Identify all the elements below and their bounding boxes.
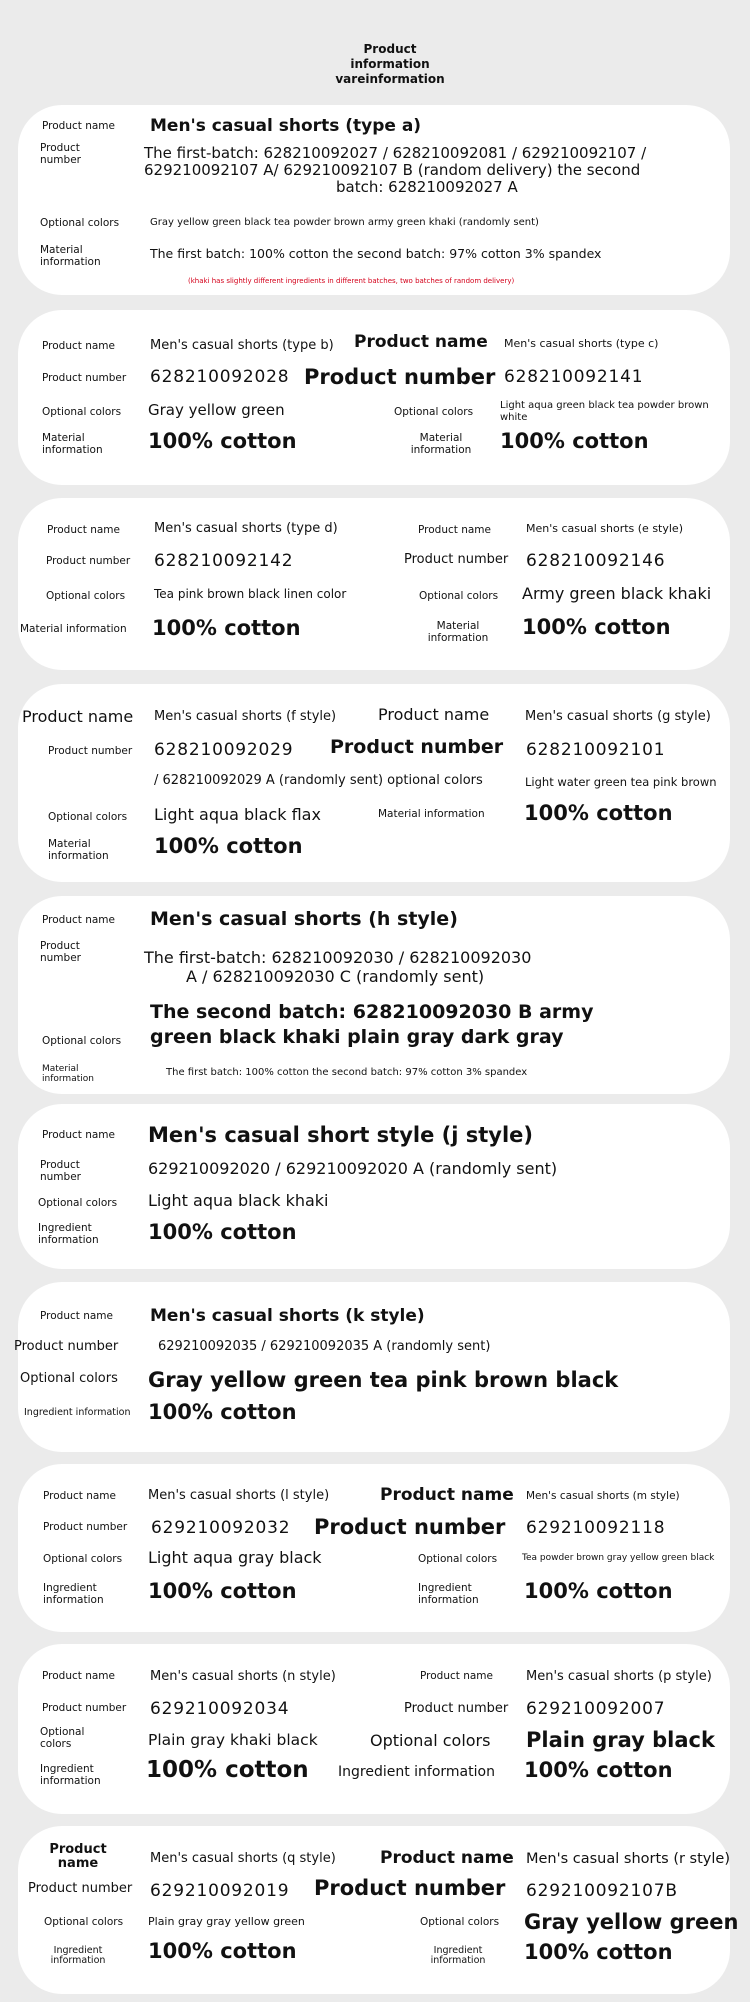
- product-card-a: [18, 105, 730, 295]
- b-number-value: 628210092028: [150, 367, 290, 387]
- k-number-value: 629210092035 / 629210092035 A (randomly sent): [158, 1339, 491, 1354]
- header-line-1: Product: [363, 42, 417, 56]
- j-colors-value: Light aqua black khaki: [148, 1191, 329, 1210]
- g-colors-value: Light water green tea pink brown: [525, 775, 717, 789]
- d-material-value: 100% cotton: [152, 616, 301, 640]
- c-number-label: Product number: [304, 365, 496, 389]
- f-colors-label: Optional colors: [48, 811, 128, 823]
- product-card-k: [14, 1282, 730, 1452]
- m-number-label: Product number: [314, 1515, 506, 1539]
- product-number-line-1: The first-batch: 628210092027 / 628210092081 / 629210092107 /: [144, 144, 647, 162]
- m-ingredient-value: 100% cotton: [524, 1579, 673, 1603]
- h-material-label: Material information: [42, 1064, 94, 1084]
- k-colors-label: Optional colors: [20, 1371, 118, 1386]
- d-name-value: Men's casual shorts (type d): [154, 521, 338, 536]
- m-colors-value: Tea powder brown gray yellow green black: [522, 1553, 715, 1563]
- h-name-label: Product name: [42, 914, 115, 926]
- b-number-label: Product number: [42, 372, 127, 384]
- c-colors-value: Light aqua green black tea powder brown white: [500, 400, 709, 423]
- e-number-value: 628210092146: [526, 551, 666, 571]
- p-colors-value: Plain gray black: [526, 1728, 715, 1752]
- m-number-value: 629210092118: [526, 1518, 666, 1538]
- product-card-d-e: [18, 498, 730, 670]
- p-number-label: Product number: [404, 1701, 509, 1716]
- l-name-label: Product name: [43, 1490, 116, 1502]
- q-colors-value: Plain gray gray yellow green: [148, 1915, 305, 1928]
- f-number-value: 628210092029: [154, 740, 294, 760]
- r-name-value: Men's casual shorts (r style): [526, 1851, 730, 1867]
- c-number-value: 628210092141: [504, 367, 644, 387]
- r-colors-label: Optional colors: [420, 1916, 500, 1928]
- h-number-line-1: The first-batch: 628210092030 / 628210092030: [144, 948, 532, 967]
- m-ingredient-label: Ingredient information: [418, 1582, 479, 1606]
- b-material-label: Material information: [42, 432, 103, 456]
- j-colors-label: Optional colors: [38, 1197, 118, 1209]
- n-ingredient-value: 100% cotton: [146, 1757, 309, 1783]
- optional-colors-value: Gray yellow green black tea powder brown army green khaki (randomly sent): [150, 217, 539, 228]
- product-card-b-c: [18, 310, 730, 485]
- h-colors-line-2: green black khaki plain gray dark gray: [150, 1026, 564, 1048]
- p-ingredient-value: 100% cotton: [524, 1758, 673, 1782]
- h-material-value: The first batch: 100% cotton the second batch: 97% cotton 3% spandex: [166, 1067, 528, 1078]
- product-card-f-g: [18, 684, 730, 882]
- n-colors-label: Optional colors: [40, 1726, 85, 1750]
- q-name-value: Men's casual shorts (q style): [150, 1851, 336, 1866]
- product-number-line-2: 629210092107 A/ 629210092107 B (random delivery) the second: [144, 161, 641, 179]
- l-name-value: Men's casual shorts (l style): [148, 1488, 330, 1503]
- e-colors-value: Army green black khaki: [522, 584, 712, 603]
- j-ingredient-label: Ingredient information: [38, 1222, 99, 1246]
- r-name-label: Product name: [380, 1848, 514, 1868]
- l-number-value: 629210092032: [151, 1518, 291, 1538]
- d-material-label: Material information: [20, 623, 127, 635]
- r-ingredient-value: 100% cotton: [524, 1940, 673, 1964]
- d-colors-label: Optional colors: [46, 590, 126, 602]
- m-name-value: Men's casual shorts (m style): [526, 1490, 680, 1502]
- b-colors-label: Optional colors: [42, 406, 122, 418]
- p-number-value: 629210092007: [526, 1699, 666, 1719]
- q-number-value: 629210092019: [150, 1881, 290, 1901]
- product-name-label: Product name: [42, 120, 115, 132]
- j-ingredient-value: 100% cotton: [148, 1220, 297, 1244]
- f-colors-value: Light aqua black flax: [154, 805, 321, 824]
- h-name-value: Men's casual shorts (h style): [150, 908, 458, 930]
- n-colors-value: Plain gray khaki black: [148, 1731, 318, 1749]
- j-number-label: Product number: [40, 1159, 81, 1183]
- product-card-l-m: [18, 1464, 730, 1632]
- page-header: [320, 42, 460, 87]
- q-colors-label: Optional colors: [44, 1916, 124, 1928]
- h-number-line-2: A / 628210092030 C (randomly sent): [186, 967, 485, 986]
- r-number-label: Product number: [314, 1876, 506, 1900]
- l-colors-value: Light aqua gray black: [148, 1548, 322, 1567]
- product-name-value: Men's casual shorts (type a): [150, 116, 422, 136]
- r-colors-value: Gray yellow green: [524, 1910, 739, 1934]
- j-name-value: Men's casual short style (j style): [148, 1123, 534, 1147]
- product-number-label: Product number: [40, 142, 81, 166]
- product-number-line-3: batch: 628210092027 A: [336, 178, 518, 196]
- m-colors-label: Optional colors: [418, 1553, 498, 1565]
- c-name-value: Men's casual shorts (type c): [504, 337, 659, 350]
- e-name-value: Men's casual shorts (e style): [526, 522, 683, 535]
- g-material-label: Material information: [378, 808, 485, 820]
- q-number-label: Product number: [28, 1881, 133, 1896]
- k-number-label: Product number: [14, 1339, 119, 1354]
- k-ingredient-value: 100% cotton: [148, 1400, 297, 1424]
- j-number-value: 629210092020 / 629210092020 A (randomly sent): [148, 1159, 558, 1178]
- g-name-label: Product name: [378, 705, 490, 724]
- c-material-label: Material information: [410, 432, 472, 456]
- p-ingredient-label: Ingredient information: [338, 1764, 495, 1780]
- f-material-label: Material information: [48, 838, 109, 862]
- e-material-label: Material information: [427, 620, 489, 644]
- f-number-label: Product number: [48, 745, 133, 757]
- product-card-j: [18, 1104, 730, 1269]
- p-colors-label: Optional colors: [370, 1731, 491, 1750]
- q-name-label: Product name: [49, 1842, 107, 1871]
- l-ingredient-label: Ingredient information: [43, 1582, 104, 1606]
- r-number-value: 629210092107B: [526, 1881, 678, 1901]
- optional-colors-label: Optional colors: [40, 217, 120, 229]
- b-colors-value: Gray yellow green: [148, 401, 285, 419]
- q-ingredient-value: 100% cotton: [148, 1939, 297, 1963]
- d-name-label: Product name: [47, 524, 120, 536]
- d-colors-value: Tea pink brown black linen color: [154, 587, 347, 601]
- q-ingredient-label: Ingredient information: [50, 1945, 106, 1966]
- n-ingredient-label: Ingredient information: [40, 1763, 101, 1787]
- h-number-label: Product number: [40, 940, 81, 964]
- n-number-value: 629210092034: [150, 1699, 290, 1719]
- g-material-value: 100% cotton: [524, 801, 673, 825]
- e-material-value: 100% cotton: [522, 615, 671, 639]
- p-name-value: Men's casual shorts (p style): [526, 1669, 712, 1684]
- n-name-value: Men's casual shorts (n style): [150, 1669, 336, 1684]
- c-colors-label: Optional colors: [394, 406, 474, 418]
- l-ingredient-value: 100% cotton: [148, 1579, 297, 1603]
- k-colors-value: Gray yellow green tea pink brown black: [148, 1368, 619, 1392]
- l-number-label: Product number: [43, 1521, 128, 1533]
- k-name-value: Men's casual shorts (k style): [150, 1306, 425, 1326]
- b-name-label: Product name: [42, 340, 115, 352]
- g-name-value: Men's casual shorts (g style): [525, 709, 711, 724]
- f-material-value: 100% cotton: [154, 834, 303, 858]
- c-name-label: Product name: [354, 332, 488, 352]
- k-name-label: Product name: [40, 1310, 113, 1322]
- f-name-value: Men's casual shorts (f style): [154, 709, 337, 724]
- batch-note: (khaki has slightly different ingredients in different batches, two batches of random delivery): [188, 277, 515, 285]
- header-line-2: information: [350, 57, 430, 71]
- r-ingredient-label: Ingredient information: [430, 1945, 486, 1966]
- e-name-label: Product name: [418, 524, 491, 536]
- p-name-label: Product name: [420, 1670, 493, 1682]
- g-number-value: 628210092101: [526, 740, 666, 760]
- h-colors-label: Optional colors: [42, 1035, 122, 1047]
- h-colors-line-1: The second batch: 628210092030 B army: [150, 1001, 594, 1023]
- e-colors-label: Optional colors: [419, 590, 499, 602]
- product-card-q-r: [18, 1826, 739, 1994]
- j-name-label: Product name: [42, 1129, 115, 1141]
- c-material-value: 100% cotton: [500, 429, 649, 453]
- n-name-label: Product name: [42, 1670, 115, 1682]
- material-info-value: The first batch: 100% cotton the second batch: 97% cotton 3% spandex: [150, 246, 602, 261]
- header-line-3: vareinformation: [335, 72, 445, 86]
- d-number-label: Product number: [46, 555, 131, 567]
- k-ingredient-label: Ingredient information: [24, 1407, 131, 1418]
- b-material-value: 100% cotton: [148, 429, 297, 453]
- product-card-h: [18, 896, 730, 1094]
- d-number-value: 628210092142: [154, 551, 294, 571]
- n-number-label: Product number: [42, 1702, 127, 1714]
- f-number-continuation: / 628210092029 A (randomly sent) optional colors: [154, 773, 483, 788]
- l-colors-label: Optional colors: [43, 1553, 123, 1565]
- g-number-label: Product number: [330, 736, 504, 758]
- material-info-label: Material information: [40, 244, 101, 268]
- e-number-label: Product number: [404, 552, 509, 567]
- product-card-n-p: [18, 1644, 730, 1814]
- f-name-label: Product name: [22, 707, 134, 726]
- m-name-label: Product name: [380, 1485, 514, 1505]
- b-name-value: Men's casual shorts (type b): [150, 338, 334, 353]
